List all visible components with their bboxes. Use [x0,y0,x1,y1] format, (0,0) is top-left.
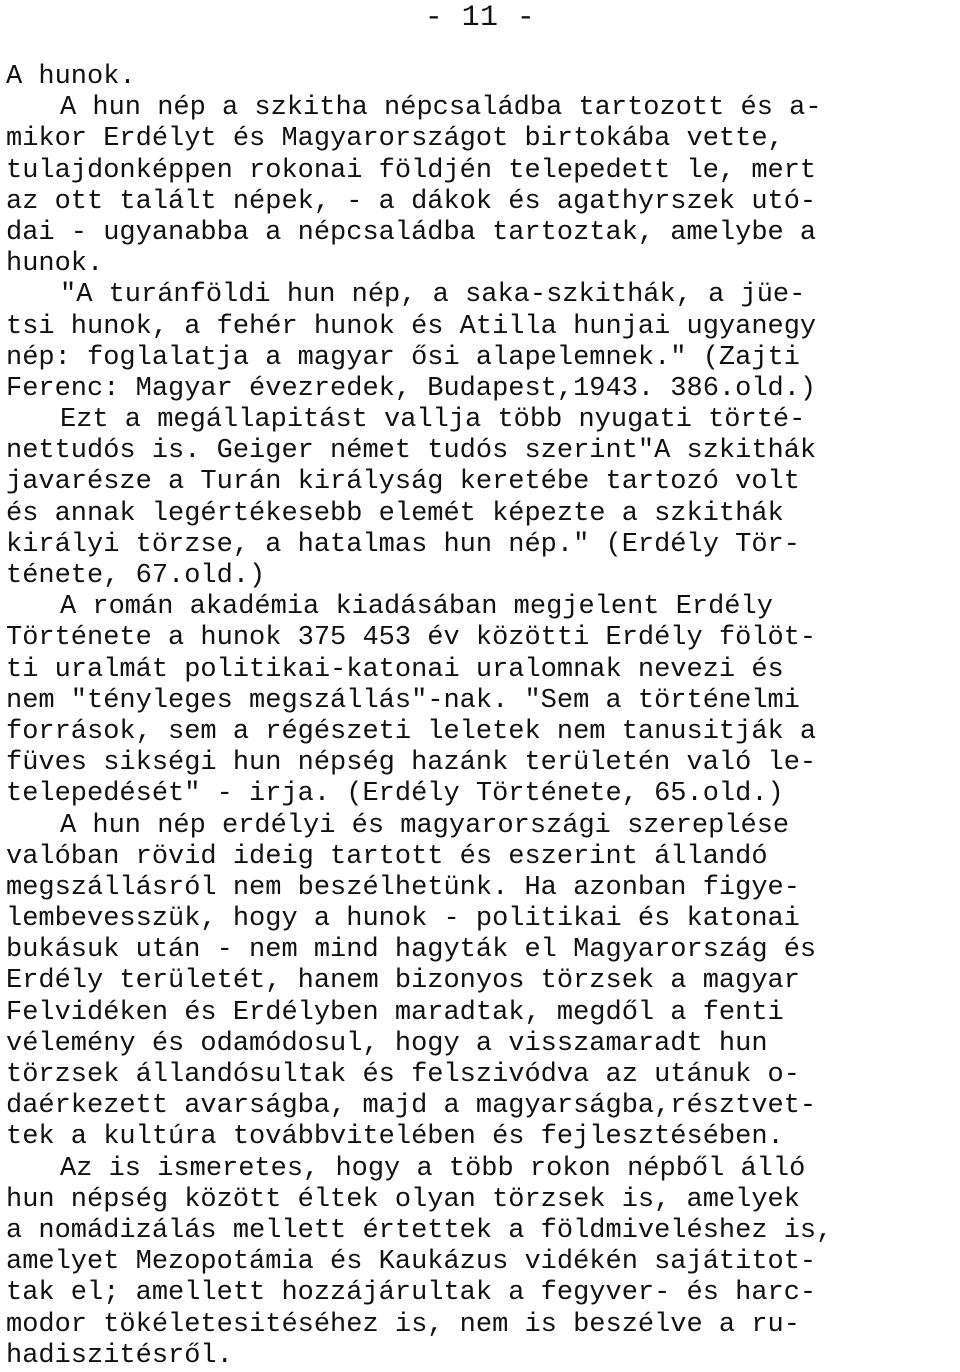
text-line: lembevesszük, hogy a hunok - politikai és katonai [6,904,800,935]
body-text [6,62,956,1372]
text-line: az ott talált népek, - a dákok és agathyrszek utó- [6,186,817,217]
text-line: tsi hunok, a fehér hunok és Atilla hunjai ugyanegy [6,311,817,342]
text-line: mikor Erdélyt és Magyarországot birtokába vette, [6,124,784,155]
text-line: Ferenc: Magyar évezredek, Budapest,1943. 386.old.) [6,373,817,404]
text-line: Története a hunok 375 453 év közötti Erdély fölöt- [6,623,817,654]
text-line: hun népség között éltek olyan törzsek is, amelyek [6,1184,800,1215]
text-line: tulajdonképpen rokonai földjén telepedett le, mert [6,155,817,186]
text-line: valóban rövid ideig tartott és eszerint állandó [6,841,768,872]
text-line: telepedését" - irja. (Erdély Története, 65.old.) [6,779,784,810]
text-line: hunok. [6,249,104,280]
text-line: Az is ismeretes, hogy a több rokon népből álló [60,1153,806,1184]
text-line: tak el; amellett hozzájárultak a fegyver- és harc- [6,1278,817,1309]
section-heading: A hunok. [6,62,136,92]
text-line: javarésze a Turán királyság keretébe tartozó volt [6,467,800,498]
text-line: források, sem a régészeti leletek nem tanusitják a [6,716,817,747]
page-number: - 11 - [424,1,536,35]
text-line: Erdély területét, hanem bizonyos törzsek a magyar [6,966,800,997]
text-line: a nomádizálás mellett értettek a földmiveléshez is, [6,1215,833,1246]
text-line: amelyet Mezopotámia és Kaukázus vidékén sajátitot- [6,1247,817,1278]
text-line: hadiszitésről. [6,1340,233,1371]
text-line: füves sikségi hun népség hazánk területén való le- [6,748,817,779]
text-line: modor tökéletesitéséhez is, nem is beszélve a ru- [6,1309,800,1340]
text-line: A román akadémia kiadásában megjelent Erdély [60,592,773,623]
text-line: ténete, 67.old.) [6,561,266,591]
text-line: A hun nép erdélyi és magyarországi szereplése [60,810,790,841]
text-line: megszállásról nem beszélhetünk. Ha azonban figye- [6,872,800,903]
text-line: tek a kultúra továbbvitelében és fejlesztésében. [6,1122,784,1153]
text-line: "A turánföldi hun nép, a saka-szkithák, a jüe- [60,280,806,311]
text-line: Felvidéken és Erdélyben maradtak, megdől a fenti [6,997,784,1028]
text-line: ti uralmát politikai-katonai uralomnak nevezi és [6,654,784,685]
text-line: és annak legértékesebb elemét képezte a szkithák [6,498,784,529]
text-line: nem "tényleges megszállás"-nak. "Sem a történelmi [6,685,800,716]
text-line: királyi törzse, a hatalmas hun nép." (Erdély Tör- [6,529,800,560]
text-line: törzsek állandósultak és felszivódva az utánuk o- [6,1060,800,1090]
text-line: A hun nép a szkitha népcsaládba tartozott és a- [60,93,822,124]
text-line: nettudós is. Geiger német tudós szerint"A szkithák [6,436,817,467]
text-line: bukásuk után - nem mind hagyták el Magyarország és [6,935,817,966]
text-line: daérkezett avarságba, majd a magyarságba,résztvet- [6,1091,817,1122]
text-line: nép: foglalatja a magyar ősi alapelemnek." (Zajti [6,342,800,373]
text-line: vélemény és odamódosul, hogy a visszamaradt hun [6,1028,768,1059]
text-line: dai - ugyanabba a népcsaládba tartoztak, amelybe a [6,217,817,248]
text-line: Ezt a megállapitást vallja több nyugati törté- [60,405,806,436]
